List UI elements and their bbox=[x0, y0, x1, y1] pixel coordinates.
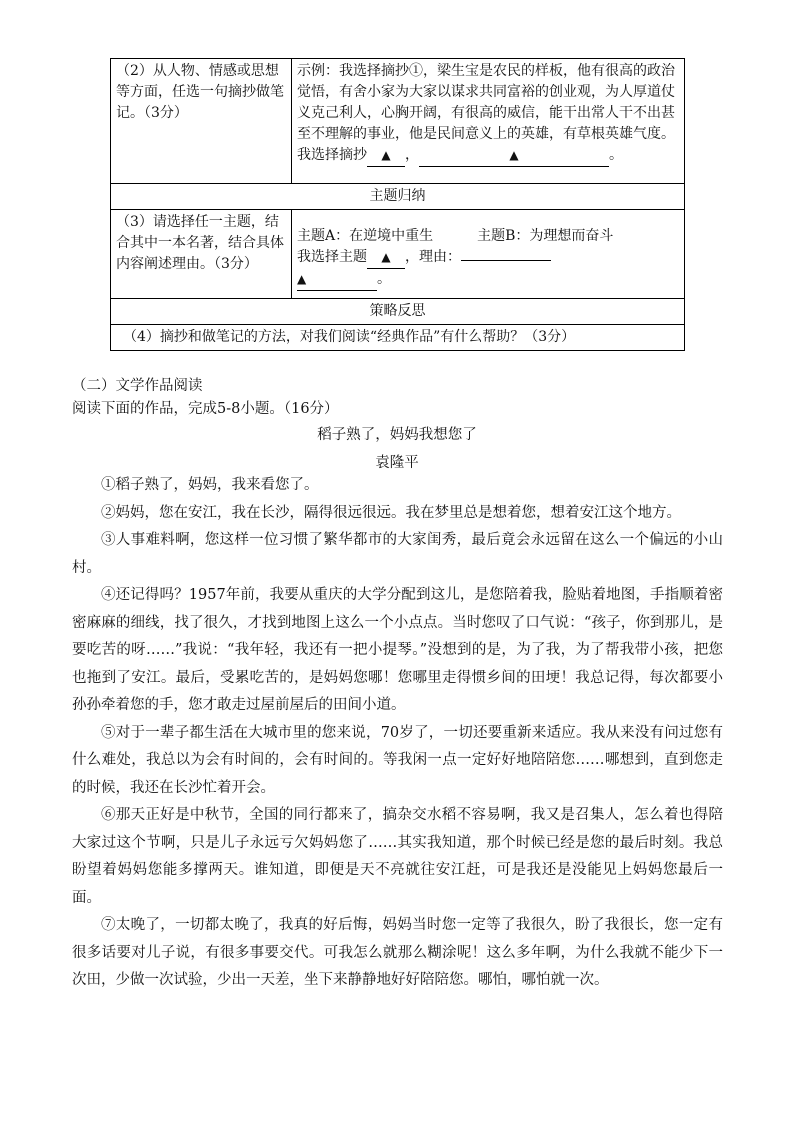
table-row bbox=[111, 325, 685, 351]
q3-choice-prefix: 我选择主题 bbox=[297, 249, 367, 265]
article-title: 稻子熟了，妈妈我想您了 bbox=[317, 427, 477, 443]
q2-answer-cell bbox=[292, 59, 685, 184]
q3-reason-label: ，理由： bbox=[405, 249, 461, 265]
answer-blank[interactable] bbox=[419, 145, 609, 167]
paragraph: ③人事难料啊，您这样一位习惯了繁华都市的大家闺秀，最后竟会永远留在这么一个偏远的小山村。 bbox=[72, 532, 723, 576]
table-row bbox=[111, 59, 685, 184]
paragraph: ⑤对于一辈子都生活在大城市里的您来说，70岁了，一切还要重新来适应。我从来没有问过您有什么难处，我总以为会有时间的，会有时间的。等我闲一点一定好好地陪陪您……哪想到，直到您走的时候，我还在长沙忙着开会。 bbox=[72, 724, 723, 796]
section-instruction: 阅读下面的作品，完成5-8小题。（16分） bbox=[72, 401, 339, 417]
paragraph: ⑦太晚了，一切都太晚了，我真的好后悔，妈妈当时您一定等了我很久，盼了我很长，您一定有很多话要对儿子说，有很多事要交代。可我怎么就那么糊涂呢！这么多年啊，为什么我就不能少下一次田，少做一次试验，少出一天差，坐下来静静地好好陪陪您。哪怕，哪怕就一次。 bbox=[72, 917, 723, 988]
triangle-marker-icon: ▲ bbox=[509, 148, 519, 162]
table-row bbox=[111, 299, 685, 325]
answer-blank[interactable] bbox=[367, 247, 405, 269]
article-author: 袁隆平 bbox=[375, 455, 419, 471]
triangle-marker-icon: ▲ bbox=[297, 272, 307, 286]
theme-options bbox=[297, 226, 679, 247]
reading-task-table bbox=[110, 58, 685, 351]
q3-reason-line bbox=[297, 269, 679, 291]
theme-b: 主题B：为理想而奋斗 bbox=[477, 228, 614, 244]
q2-example: 示例：我选择摘抄①，梁生宝是农民的样板，他有很高的政治觉悟，有舍小家为大家以谋求共同富裕的创业观，为人厚道仗义克己利人，心胸开阔，有很高的威信，能干出常人干不出甚至不理解的事业，他是民间意义上的英雄，有草根英雄气度。 bbox=[297, 63, 675, 142]
answer-blank[interactable] bbox=[297, 269, 377, 291]
theme-a: 主题A：在逆境中重生 bbox=[297, 228, 434, 244]
table-row bbox=[111, 184, 685, 210]
section-heading: （二）文学作品阅读 bbox=[72, 378, 203, 394]
q2-choice-prefix: 我选择摘抄 bbox=[297, 147, 367, 163]
comma: ， bbox=[405, 147, 419, 163]
answer-blank[interactable] bbox=[461, 260, 551, 261]
paragraph: ①稻子熟了，妈妈，我来看您了。 bbox=[101, 477, 319, 493]
triangle-marker-icon: ▲ bbox=[381, 250, 391, 264]
section-theme-header: 主题归纳 bbox=[111, 184, 685, 210]
q3-choice-line bbox=[297, 247, 679, 269]
paragraph: ②妈妈，您在安江，我在长沙，隔得很远很远。我在梦里总是想着您，想着安江这个地方。 bbox=[101, 504, 681, 521]
period: 。 bbox=[609, 147, 623, 163]
article-body bbox=[72, 472, 723, 995]
q3-answer-cell bbox=[292, 210, 685, 299]
q4-prompt: （4）摘抄和做笔记的方法，对我们阅读“经典作品”有什么帮助？（3分） bbox=[111, 325, 685, 351]
triangle-marker-icon: ▲ bbox=[381, 148, 391, 162]
answer-blank[interactable] bbox=[367, 145, 405, 167]
period: 。 bbox=[377, 271, 391, 287]
section-strategy-header: 策略反思 bbox=[111, 299, 685, 325]
q2-prompt: （2）从人物、情感或思想等方面，任选一句摘抄做笔记。（3分） bbox=[111, 59, 292, 184]
paragraph: ④还记得吗？1957年前，我要从重庆的大学分配到这儿，是您陪着我，脸贴着地图，手指顺着密密麻麻的细线，找了很久，才找到地图上这么一个小点点。当时您叹了口气说：“孩子，你到那儿，是要吃苦的呀……”我说：“我年轻，我还有一把小提琴。”没想到的是，为了我，为了帮我带小孩，把您也拖到了安江。最后，受累吃苦的，是妈妈您哪！您哪里走得惯乡间的田埂！我总记得，每次都要小孙孙牵着您的手，您才敢走过屋前屋后的田间小道。 bbox=[72, 587, 723, 713]
paragraph: ⑥那天正好是中秋节，全国的同行都来了，搞杂交水稻不容易啊，我又是召集人，怎么着也得陪大家过这个节啊，只是儿子永远亏欠妈妈您了……其实我知道，那个时候已经是您的最后时刻。我总盼望着妈妈您能多撑两天。谁知道，即便是天不亮就往安江赶，可是我还是没能见上妈妈您最后一面。 bbox=[72, 807, 723, 906]
q2-choice-line bbox=[297, 145, 679, 167]
q3-prompt: （3）请选择任一主题，结合其中一本名著，结合具体内容阐述理由。（3分） bbox=[111, 210, 292, 299]
table-row bbox=[111, 210, 685, 299]
